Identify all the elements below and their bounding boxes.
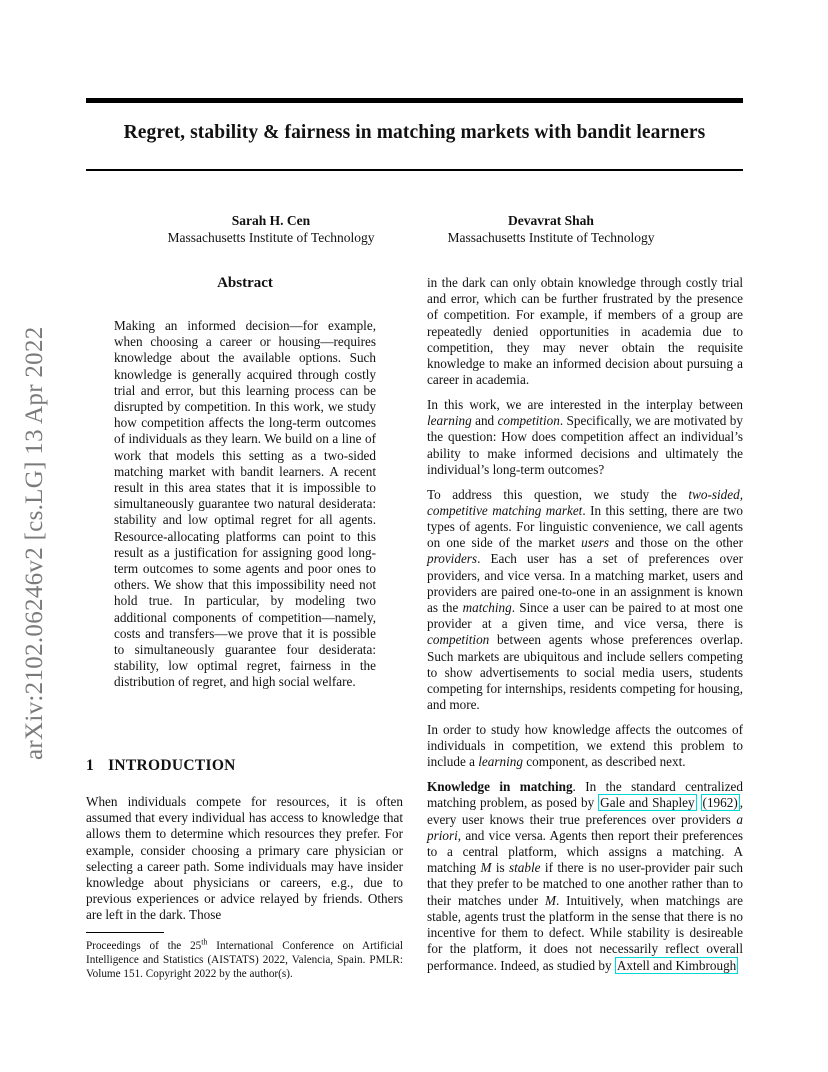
arxiv-identifier-stamp: arXiv:2102.06246v2 [cs.LG] 13 Apr 2022 xyxy=(21,326,48,760)
footnote-superscript: th xyxy=(201,937,208,947)
footnote-rule xyxy=(86,932,164,933)
author-name: Devavrat Shah xyxy=(508,213,594,228)
paragraph-learning: In order to study how knowledge affects the outcomes of individuals in competition, we extend this problem to include a learning component, as described next. xyxy=(427,722,743,770)
author-name: Sarah H. Cen xyxy=(231,213,311,228)
paragraph-matching-market: To address this question, we study the two-sided, competitive matching market. In this setting, there are two types of agents. For linguistic convenience, we call agents on one side of the market users and those on the other providers. Each user has a set of preferences over providers, and vice versa. In a matching market, users and providers are paired one-to-one in an assignment is known as the matching. Since a user can be paired to at most one provider at a given time, and vice versa, there is competition between agents whose preferences overlap. Such markets are ubiquitous and include sellers competing to show advertisements to social media users, students competing for internships, residents competing for housing, and more. xyxy=(427,486,743,713)
author-block-1 xyxy=(121,212,421,246)
paragraph-continued: in the dark can only obtain knowledge through costly trial and error, which can be further frustrated by the presence of competition. For example, if members of a group are repeatedly denied opportunities in academia due to competition, they may never obtain the requisite knowledge to make an informed decision about pursuing a career in academia. xyxy=(427,275,743,388)
runin-heading: Knowledge in matching xyxy=(427,779,573,795)
top-rule xyxy=(86,98,743,103)
author-affiliation: Massachusetts Institute of Technology xyxy=(447,230,655,245)
paragraph-knowledge-in-matching: Knowledge in matching. In the standard centralized matching problem, as posed by Gale and Shapley (1962) , every user knows their true preferences over providers a priori, and vice versa. Agents then report their preferences to a central platform, which assigns a matching. A matching M is stable if there is no user-provider pair such that they prefer to be matched to one another rather than to their matches under M. Intuitively, when matchings are stable, agents trust the platform in the sense that there is no incentive for them to defect. While stability is desireable for the platform, it does not necessarily reflect overall performance. Indeed, as studied by Axtell and Kimbrough xyxy=(427,779,744,973)
paragraph-interplay: In this work, we are interested in the interplay between learning and competition. Specifically, we are motivated by the question: How does competition affect an individual’s ability to make informed decisions and ultimately the individual’s long-term outcomes? xyxy=(427,397,743,477)
proceedings-footnote: Proceedings of the 25th International Conference on Artificial Intelligence and Statistics (AISTATS) 2022, Valencia, Spain. PMLR: Volume 151. Copyright 2022 by the author(s). xyxy=(86,937,403,980)
right-column xyxy=(427,275,743,982)
citation-link-gale-shapley[interactable]: Gale and Shapley xyxy=(600,795,695,811)
section-title: INTRODUCTION xyxy=(108,757,236,774)
title-bottom-rule xyxy=(86,169,743,171)
author-affiliation: Massachusetts Institute of Technology xyxy=(167,230,375,245)
abstract-text: Making an informed decision—for example, when choosing a career or housing—requires knowledge about the available options. Such knowledge is generally acquired through costly trial and error, but this learning process can be disrupted by competition. In this work, we study how competition affects the long-term outcomes of individuals as they learn. We build on a line of work that models this setting as a two-sided matching market with bandit learners. A recent result in this area states that it is impossible to simultaneously guarantee two natural desiderata: stability and low optimal regret for all agents. Resource-allocating platforms can point to this result as a justification for assigning good long-term outcomes to some agents and poor ones to others. We show that this impossibility need not hold true. In particular, by modeling two additional components of competition—namely, costs and transfers—we prove that it is possible to simultaneously guarantee four desiderata: stability, low optimal regret, fairness in the distribution of regret, and high social welfare. xyxy=(114,318,376,690)
section-heading-introduction xyxy=(86,757,236,775)
intro-paragraph: When individuals compete for resources, it is often assumed that every individual has access to knowledge that allows them to determine which resources they prefer. For example, consider choosing a primary care physician or selecting a career path. Some individuals may have insider knowledge about physicians or careers, e.g., due to previous experiences or advice relayed by friends. Others are left in the dark. Those xyxy=(86,794,403,923)
author-block-2 xyxy=(401,212,701,246)
citation-link-axtell-kimbrough[interactable]: Axtell and Kimbrough xyxy=(616,957,737,973)
section-number: 1 xyxy=(86,757,95,774)
abstract-heading: Abstract xyxy=(217,275,273,291)
citation-link-year[interactable]: (1962) xyxy=(702,795,738,811)
paper-title: Regret, stability & fairness in matching markets with bandit learners xyxy=(123,122,706,143)
